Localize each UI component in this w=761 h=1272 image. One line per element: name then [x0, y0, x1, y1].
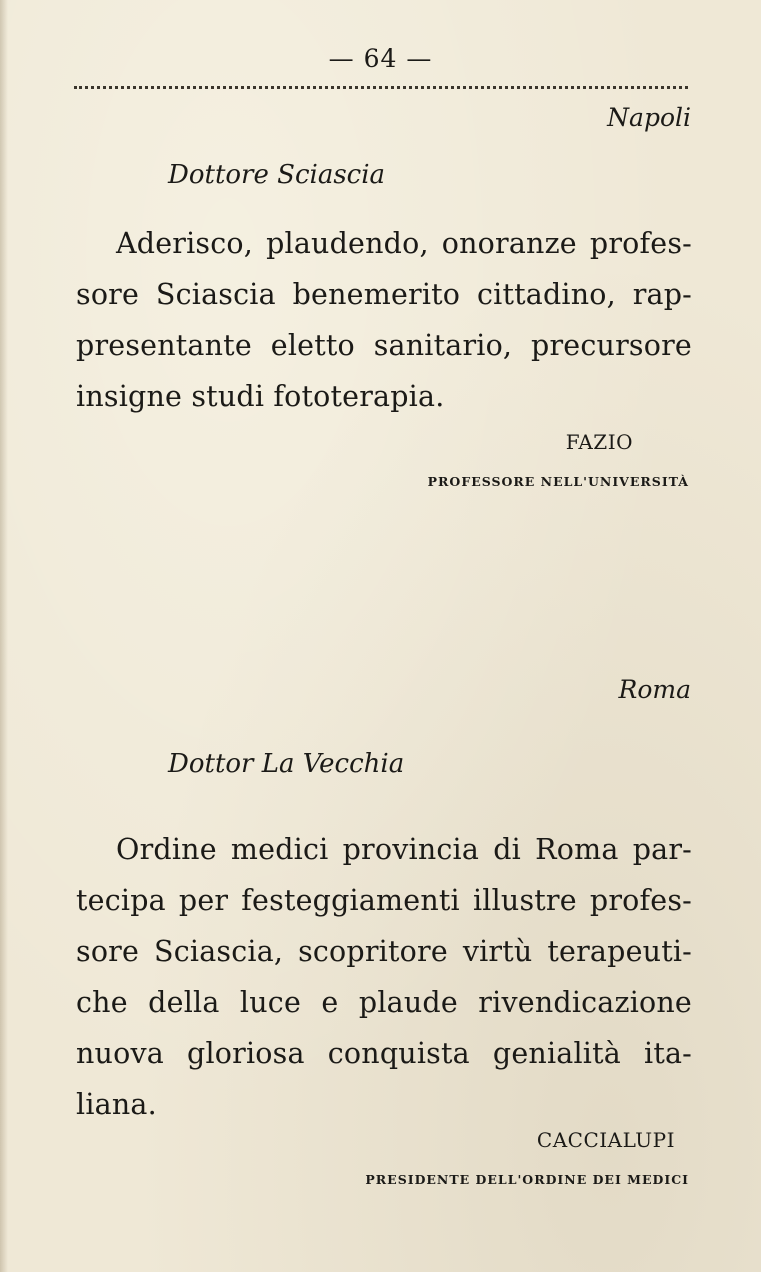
- message-line: Aderisco, plaudendo, onoranze profes-: [116, 227, 692, 260]
- entry-addressee: Dottore Sciascia: [168, 160, 386, 190]
- entry-addressee: Dottor La Vecchia: [168, 749, 405, 779]
- signer-name: FAZIO: [565, 430, 633, 454]
- message-line: sore Sciascia benemerito cittadino, rap-: [76, 278, 692, 311]
- message-line: liana.: [76, 1088, 157, 1121]
- entry-place: Roma: [618, 675, 691, 704]
- entry-place: Napoli: [607, 103, 691, 132]
- signer-title: PROFESSORE NELL'UNIVERSITÀ: [427, 474, 689, 489]
- telegram-message: [76, 218, 692, 422]
- message-line: Ordine medici provincia di Roma par-: [116, 833, 692, 866]
- message-line: insigne studi fototerapia.: [76, 380, 445, 413]
- signer-name: CACCIALUPI: [536, 1128, 675, 1152]
- message-line: nuova gloriosa conquista genialità ita-: [76, 1037, 692, 1070]
- signer-title: PRESIDENTE DELL'ORDINE DEI MEDICI: [365, 1172, 689, 1187]
- page-edge-shadow: [0, 0, 8, 1272]
- message-line: sore Sciascia, scopritore virtù terapeuti-: [76, 935, 692, 968]
- dotted-rule-divider: [74, 86, 688, 89]
- message-line: che della luce e plaude rivendicazione: [76, 986, 692, 1019]
- page-number: — 64 —: [328, 44, 433, 73]
- message-line: presentante eletto sanitario, precursore: [76, 329, 692, 362]
- telegram-message: [76, 824, 692, 1130]
- message-line: tecipa per festeggiamenti illustre profes-: [76, 884, 692, 917]
